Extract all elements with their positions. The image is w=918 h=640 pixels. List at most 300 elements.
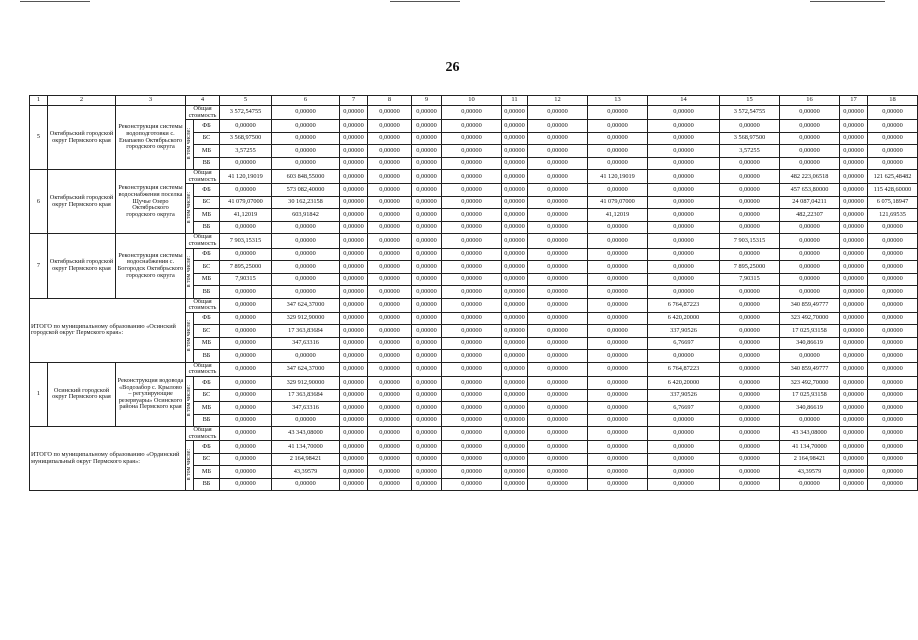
value-cell: 43,39579 — [272, 466, 340, 479]
value-cell: 347 624,37000 — [272, 298, 340, 312]
cost-type: МБ — [194, 337, 220, 350]
value-cell: 0,00000 — [840, 234, 868, 248]
value-cell: 0,00000 — [648, 196, 720, 209]
value-cell: 0,00000 — [340, 170, 368, 184]
value-cell: 0,00000 — [840, 377, 868, 390]
municipality-name: Осинский городской округ Пермского края — [48, 362, 116, 426]
value-cell: 0,00000 — [720, 427, 780, 441]
value-cell: 0,00000 — [340, 184, 368, 197]
value-cell: 0,00000 — [868, 234, 918, 248]
in-that-number-label-text: в том числе: — [186, 127, 193, 160]
value-cell: 0,00000 — [340, 248, 368, 261]
value-cell: 0,00000 — [502, 286, 528, 299]
table-row — [30, 234, 918, 248]
value-cell: 347 624,37000 — [272, 362, 340, 376]
value-cell: 0,00000 — [528, 209, 588, 222]
value-cell: 0,00000 — [368, 478, 412, 491]
in-that-number-label-text: в том числе: — [186, 256, 193, 288]
value-cell: 0,00000 — [368, 377, 412, 390]
value-cell: 0,00000 — [272, 478, 340, 491]
value-cell: 0,00000 — [442, 350, 502, 363]
value-cell: 17 363,83684 — [272, 389, 340, 402]
column-number-18: 18 — [868, 96, 918, 106]
value-cell: 0,00000 — [340, 362, 368, 376]
value-cell: 0,00000 — [528, 234, 588, 248]
value-cell: 41 079,07000 — [220, 196, 272, 209]
in-that-number-label-text: в том числе: — [186, 191, 193, 224]
total-label-osinsky: ИТОГО по муниципальному образованию «Осинский городской округ Пермского края»: — [30, 298, 186, 362]
value-cell: 0,00000 — [368, 389, 412, 402]
value-cell: 0,00000 — [412, 145, 442, 158]
value-cell: 0,00000 — [868, 377, 918, 390]
value-cell: 0,00000 — [220, 184, 272, 197]
value-cell: 0,00000 — [528, 312, 588, 325]
value-cell: 0,00000 — [502, 145, 528, 158]
value-cell: 347,63316 — [272, 337, 340, 350]
value-cell: 0,00000 — [220, 221, 272, 234]
value-cell: 0,00000 — [502, 209, 528, 222]
value-cell: 3,57255 — [220, 145, 272, 158]
value-cell: 0,00000 — [340, 273, 368, 286]
value-cell: 0,00000 — [840, 273, 868, 286]
value-cell: 0,00000 — [588, 145, 648, 158]
project-name: Реконструкция системы водоподготовки с. Енапаево Октябрьского городского округа — [116, 106, 186, 170]
value-cell: 0,00000 — [868, 312, 918, 325]
page-number: 26 — [445, 60, 460, 75]
value-cell: 0,00000 — [220, 286, 272, 299]
value-cell: 0,00000 — [648, 273, 720, 286]
value-cell: 0,00000 — [840, 261, 868, 274]
cost-type: БС — [194, 325, 220, 338]
value-cell: 0,00000 — [720, 414, 780, 427]
municipality-name: Октябрьский городской округ Пермского края — [48, 234, 116, 298]
value-cell: 0,00000 — [720, 120, 780, 133]
value-cell: 0,00000 — [648, 427, 720, 441]
value-cell: 0,00000 — [648, 478, 720, 491]
in-that-number-label-text: в том числе: — [186, 448, 193, 481]
value-cell: 0,00000 — [528, 145, 588, 158]
cost-type: МБ — [194, 209, 220, 222]
value-cell: 0,00000 — [868, 350, 918, 363]
value-cell: 0,00000 — [502, 312, 528, 325]
value-cell: 0,00000 — [588, 402, 648, 415]
value-cell: 0,00000 — [412, 106, 442, 120]
value-cell: 0,00000 — [840, 350, 868, 363]
cost-type-total: Общая стоимость — [186, 362, 220, 376]
value-cell: 0,00000 — [340, 132, 368, 145]
in-that-number-label — [186, 248, 194, 298]
value-cell: 0,00000 — [528, 427, 588, 441]
value-cell: 6,76697 — [648, 402, 720, 415]
value-cell: 0,00000 — [412, 362, 442, 376]
value-cell: 43 343,08000 — [780, 427, 840, 441]
value-cell: 0,00000 — [868, 221, 918, 234]
value-cell: 0,00000 — [588, 234, 648, 248]
value-cell: 0,00000 — [340, 261, 368, 274]
value-cell: 41,12019 — [220, 209, 272, 222]
value-cell: 0,00000 — [502, 427, 528, 441]
value-cell: 17 025,93158 — [780, 325, 840, 338]
header-row — [30, 96, 918, 106]
project-name: Реконструкция водовода «Водозабор с. Крылово – регулирующие резервуары» Осинского района Пермского края — [116, 362, 186, 426]
row-number: 1 — [30, 362, 48, 426]
value-cell: 0,00000 — [720, 196, 780, 209]
value-cell: 6 420,20000 — [648, 377, 720, 390]
column-number-5: 5 — [220, 96, 272, 106]
value-cell: 115 428,60000 — [868, 184, 918, 197]
value-cell: 0,00000 — [368, 312, 412, 325]
value-cell: 0,00000 — [528, 184, 588, 197]
value-cell: 0,00000 — [340, 414, 368, 427]
value-cell: 0,00000 — [412, 261, 442, 274]
value-cell: 0,00000 — [868, 478, 918, 491]
value-cell: 0,00000 — [528, 478, 588, 491]
value-cell: 0,00000 — [272, 350, 340, 363]
value-cell: 0,00000 — [368, 286, 412, 299]
value-cell: 0,00000 — [648, 120, 720, 133]
value-cell: 0,00000 — [840, 132, 868, 145]
value-cell: 0,00000 — [868, 298, 918, 312]
value-cell: 0,00000 — [502, 325, 528, 338]
value-cell: 0,00000 — [840, 389, 868, 402]
value-cell: 0,00000 — [340, 441, 368, 454]
value-cell: 0,00000 — [780, 414, 840, 427]
value-cell: 3 568,97500 — [720, 132, 780, 145]
value-cell: 0,00000 — [840, 312, 868, 325]
value-cell: 0,00000 — [780, 221, 840, 234]
value-cell: 7 903,15315 — [220, 234, 272, 248]
value-cell: 0,00000 — [648, 261, 720, 274]
value-cell: 0,00000 — [528, 157, 588, 170]
value-cell: 603 848,55000 — [272, 170, 340, 184]
value-cell: 0,00000 — [502, 441, 528, 454]
value-cell: 0,00000 — [220, 350, 272, 363]
value-cell: 0,00000 — [868, 120, 918, 133]
value-cell: 0,00000 — [648, 132, 720, 145]
value-cell: 0,00000 — [780, 248, 840, 261]
value-cell: 0,00000 — [220, 453, 272, 466]
value-cell: 0,00000 — [412, 377, 442, 390]
row-number: 7 — [30, 234, 48, 298]
value-cell: 0,00000 — [502, 337, 528, 350]
value-cell: 323 492,70000 — [780, 312, 840, 325]
in-that-number-label — [186, 377, 194, 427]
column-number-13: 13 — [588, 96, 648, 106]
value-cell: 0,00000 — [272, 414, 340, 427]
value-cell: 0,00000 — [588, 325, 648, 338]
value-cell: 0,00000 — [368, 298, 412, 312]
value-cell: 0,00000 — [648, 286, 720, 299]
value-cell: 0,00000 — [868, 286, 918, 299]
value-cell: 0,00000 — [840, 337, 868, 350]
column-number-14: 14 — [648, 96, 720, 106]
value-cell: 323 492,70000 — [780, 377, 840, 390]
cost-type: БС — [194, 453, 220, 466]
value-cell: 0,00000 — [340, 145, 368, 158]
value-cell: 0,00000 — [442, 298, 502, 312]
value-cell: 0,00000 — [412, 170, 442, 184]
value-cell: 0,00000 — [220, 389, 272, 402]
value-cell: 482,22307 — [780, 209, 840, 222]
value-cell: 41,12019 — [588, 209, 648, 222]
row-number: 6 — [30, 170, 48, 234]
value-cell: 0,00000 — [368, 325, 412, 338]
value-cell: 0,00000 — [588, 427, 648, 441]
value-cell: 0,00000 — [528, 389, 588, 402]
top-rule-middle — [390, 1, 460, 2]
value-cell: 0,00000 — [368, 466, 412, 479]
value-cell: 0,00000 — [868, 261, 918, 274]
value-cell: 0,00000 — [220, 377, 272, 390]
value-cell: 0,00000 — [720, 453, 780, 466]
value-cell: 6 075,18947 — [868, 196, 918, 209]
column-number-11: 11 — [502, 96, 528, 106]
column-number-16: 16 — [780, 96, 840, 106]
value-cell: 0,00000 — [340, 234, 368, 248]
value-cell: 0,00000 — [340, 389, 368, 402]
value-cell: 0,00000 — [412, 120, 442, 133]
value-cell: 6,76697 — [648, 337, 720, 350]
value-cell: 0,00000 — [412, 389, 442, 402]
value-cell: 0,00000 — [720, 325, 780, 338]
value-cell: 0,00000 — [368, 196, 412, 209]
value-cell: 0,00000 — [720, 286, 780, 299]
value-cell: 0,00000 — [272, 234, 340, 248]
value-cell: 0,00000 — [840, 453, 868, 466]
value-cell: 7 895,25000 — [720, 261, 780, 274]
value-cell: 7,90315 — [720, 273, 780, 286]
value-cell: 0,00000 — [780, 120, 840, 133]
value-cell: 0,00000 — [340, 120, 368, 133]
value-cell: 329 912,90000 — [272, 312, 340, 325]
value-cell: 43,39579 — [780, 466, 840, 479]
value-cell: 0,00000 — [340, 350, 368, 363]
value-cell: 0,00000 — [868, 157, 918, 170]
value-cell: 0,00000 — [502, 261, 528, 274]
value-cell: 0,00000 — [780, 157, 840, 170]
value-cell: 0,00000 — [442, 286, 502, 299]
value-cell: 0,00000 — [588, 106, 648, 120]
value-cell: 0,00000 — [220, 362, 272, 376]
value-cell: 3 568,97500 — [220, 132, 272, 145]
cost-type: МБ — [194, 145, 220, 158]
value-cell: 0,00000 — [780, 234, 840, 248]
value-cell: 43 343,08000 — [272, 427, 340, 441]
value-cell: 0,00000 — [502, 248, 528, 261]
value-cell: 457 653,80000 — [780, 184, 840, 197]
value-cell: 0,00000 — [220, 441, 272, 454]
value-cell: 0,00000 — [588, 120, 648, 133]
value-cell: 0,00000 — [442, 478, 502, 491]
value-cell: 121,69535 — [868, 209, 918, 222]
value-cell: 0,00000 — [648, 441, 720, 454]
value-cell: 0,00000 — [220, 248, 272, 261]
value-cell: 0,00000 — [720, 337, 780, 350]
value-cell: 340,86619 — [780, 402, 840, 415]
value-cell: 0,00000 — [368, 414, 412, 427]
value-cell: 0,00000 — [588, 312, 648, 325]
total-label-ordinsky: ИТОГО по муниципальному образованию «Ординский муниципальный округ Пермского края»: — [30, 427, 186, 491]
top-rule-right — [810, 1, 885, 2]
value-cell: 0,00000 — [412, 157, 442, 170]
value-cell: 0,00000 — [840, 120, 868, 133]
value-cell: 0,00000 — [272, 145, 340, 158]
municipality-name: Октябрьский городской округ Пермского края — [48, 106, 116, 170]
value-cell: 0,00000 — [780, 273, 840, 286]
value-cell: 0,00000 — [780, 478, 840, 491]
value-cell: 0,00000 — [368, 234, 412, 248]
value-cell: 7 895,25000 — [220, 261, 272, 274]
table-row — [30, 170, 918, 184]
value-cell: 0,00000 — [868, 453, 918, 466]
in-that-number-label-text: в том числе: — [186, 320, 193, 352]
value-cell: 0,00000 — [340, 106, 368, 120]
value-cell: 0,00000 — [528, 466, 588, 479]
value-cell: 0,00000 — [720, 157, 780, 170]
value-cell: 340,86619 — [780, 337, 840, 350]
value-cell: 0,00000 — [720, 466, 780, 479]
value-cell: 0,00000 — [412, 209, 442, 222]
value-cell: 41 134,70000 — [780, 441, 840, 454]
value-cell: 3,57255 — [720, 145, 780, 158]
value-cell: 0,00000 — [588, 248, 648, 261]
cost-type: ВБ — [194, 414, 220, 427]
cost-type: ВБ — [194, 221, 220, 234]
value-cell: 0,00000 — [502, 273, 528, 286]
value-cell: 2 164,98421 — [780, 453, 840, 466]
value-cell: 0,00000 — [528, 402, 588, 415]
value-cell: 0,00000 — [412, 441, 442, 454]
value-cell: 0,00000 — [502, 221, 528, 234]
value-cell: 0,00000 — [368, 120, 412, 133]
value-cell: 0,00000 — [648, 221, 720, 234]
cost-type: ВБ — [194, 350, 220, 363]
cost-type-total: Общая стоимость — [186, 427, 220, 441]
value-cell: 0,00000 — [528, 441, 588, 454]
value-cell: 0,00000 — [442, 157, 502, 170]
value-cell: 0,00000 — [502, 170, 528, 184]
in-that-number-label — [186, 312, 194, 362]
value-cell: 0,00000 — [528, 120, 588, 133]
cost-type: БС — [194, 132, 220, 145]
value-cell: 0,00000 — [868, 441, 918, 454]
value-cell: 0,00000 — [412, 427, 442, 441]
project-name: Реконструкция системы водоснабжения поселка Щучье Озеро Октябрьского городского округа — [116, 170, 186, 234]
column-number-10: 10 — [442, 96, 502, 106]
value-cell: 0,00000 — [648, 209, 720, 222]
value-cell: 0,00000 — [588, 337, 648, 350]
value-cell: 0,00000 — [648, 145, 720, 158]
value-cell: 0,00000 — [868, 106, 918, 120]
value-cell: 0,00000 — [368, 427, 412, 441]
value-cell: 0,00000 — [840, 362, 868, 376]
column-number-8: 8 — [368, 96, 412, 106]
value-cell: 603,91842 — [272, 209, 340, 222]
value-cell: 0,00000 — [528, 248, 588, 261]
cost-type: МБ — [194, 273, 220, 286]
value-cell: 0,00000 — [442, 184, 502, 197]
value-cell: 0,00000 — [780, 106, 840, 120]
value-cell: 3 572,54755 — [720, 106, 780, 120]
value-cell: 0,00000 — [528, 106, 588, 120]
value-cell: 0,00000 — [840, 325, 868, 338]
cost-type: ФБ — [194, 120, 220, 133]
value-cell: 0,00000 — [648, 106, 720, 120]
value-cell: 0,00000 — [502, 234, 528, 248]
value-cell: 41 120,19019 — [220, 170, 272, 184]
value-cell: 0,00000 — [272, 157, 340, 170]
cost-type: ВБ — [194, 478, 220, 491]
value-cell: 0,00000 — [442, 389, 502, 402]
value-cell: 0,00000 — [648, 184, 720, 197]
value-cell: 0,00000 — [368, 453, 412, 466]
value-cell: 0,00000 — [502, 132, 528, 145]
cost-type-total: Общая стоимость — [186, 170, 220, 184]
value-cell: 0,00000 — [368, 441, 412, 454]
value-cell: 0,00000 — [648, 234, 720, 248]
value-cell: 0,00000 — [868, 145, 918, 158]
value-cell: 0,00000 — [412, 221, 442, 234]
cost-type-total: Общая стоимость — [186, 106, 220, 120]
value-cell: 0,00000 — [840, 402, 868, 415]
value-cell: 0,00000 — [442, 337, 502, 350]
value-cell: 0,00000 — [340, 209, 368, 222]
value-cell: 0,00000 — [868, 273, 918, 286]
value-cell: 0,00000 — [442, 273, 502, 286]
value-cell: 0,00000 — [340, 377, 368, 390]
value-cell: 0,00000 — [368, 273, 412, 286]
value-cell: 0,00000 — [368, 132, 412, 145]
cost-type: ФБ — [194, 377, 220, 390]
value-cell: 0,00000 — [412, 286, 442, 299]
budget-table — [29, 95, 918, 491]
value-cell: 24 087,04211 — [780, 196, 840, 209]
value-cell: 0,00000 — [528, 132, 588, 145]
value-cell: 0,00000 — [868, 325, 918, 338]
value-cell: 0,00000 — [442, 414, 502, 427]
value-cell: 0,00000 — [840, 196, 868, 209]
table-row — [30, 362, 918, 376]
value-cell: 337,90526 — [648, 325, 720, 338]
value-cell: 0,00000 — [412, 234, 442, 248]
cost-type: ФБ — [194, 184, 220, 197]
value-cell: 0,00000 — [588, 132, 648, 145]
value-cell: 0,00000 — [442, 427, 502, 441]
value-cell: 0,00000 — [648, 466, 720, 479]
cost-type: БС — [194, 261, 220, 274]
value-cell: 0,00000 — [868, 132, 918, 145]
value-cell: 3 572,54755 — [220, 106, 272, 120]
value-cell: 0,00000 — [502, 478, 528, 491]
value-cell: 0,00000 — [368, 106, 412, 120]
value-cell: 0,00000 — [780, 261, 840, 274]
cost-type: МБ — [194, 466, 220, 479]
value-cell: 0,00000 — [588, 377, 648, 390]
value-cell: 0,00000 — [368, 362, 412, 376]
value-cell: 0,00000 — [868, 414, 918, 427]
value-cell: 0,00000 — [780, 350, 840, 363]
value-cell: 0,00000 — [442, 453, 502, 466]
value-cell: 0,00000 — [502, 196, 528, 209]
value-cell: 121 625,48482 — [868, 170, 918, 184]
value-cell: 0,00000 — [720, 209, 780, 222]
value-cell: 0,00000 — [368, 157, 412, 170]
value-cell: 0,00000 — [720, 402, 780, 415]
value-cell: 0,00000 — [588, 389, 648, 402]
value-cell: 0,00000 — [412, 466, 442, 479]
value-cell: 0,00000 — [528, 377, 588, 390]
value-cell: 0,00000 — [648, 453, 720, 466]
